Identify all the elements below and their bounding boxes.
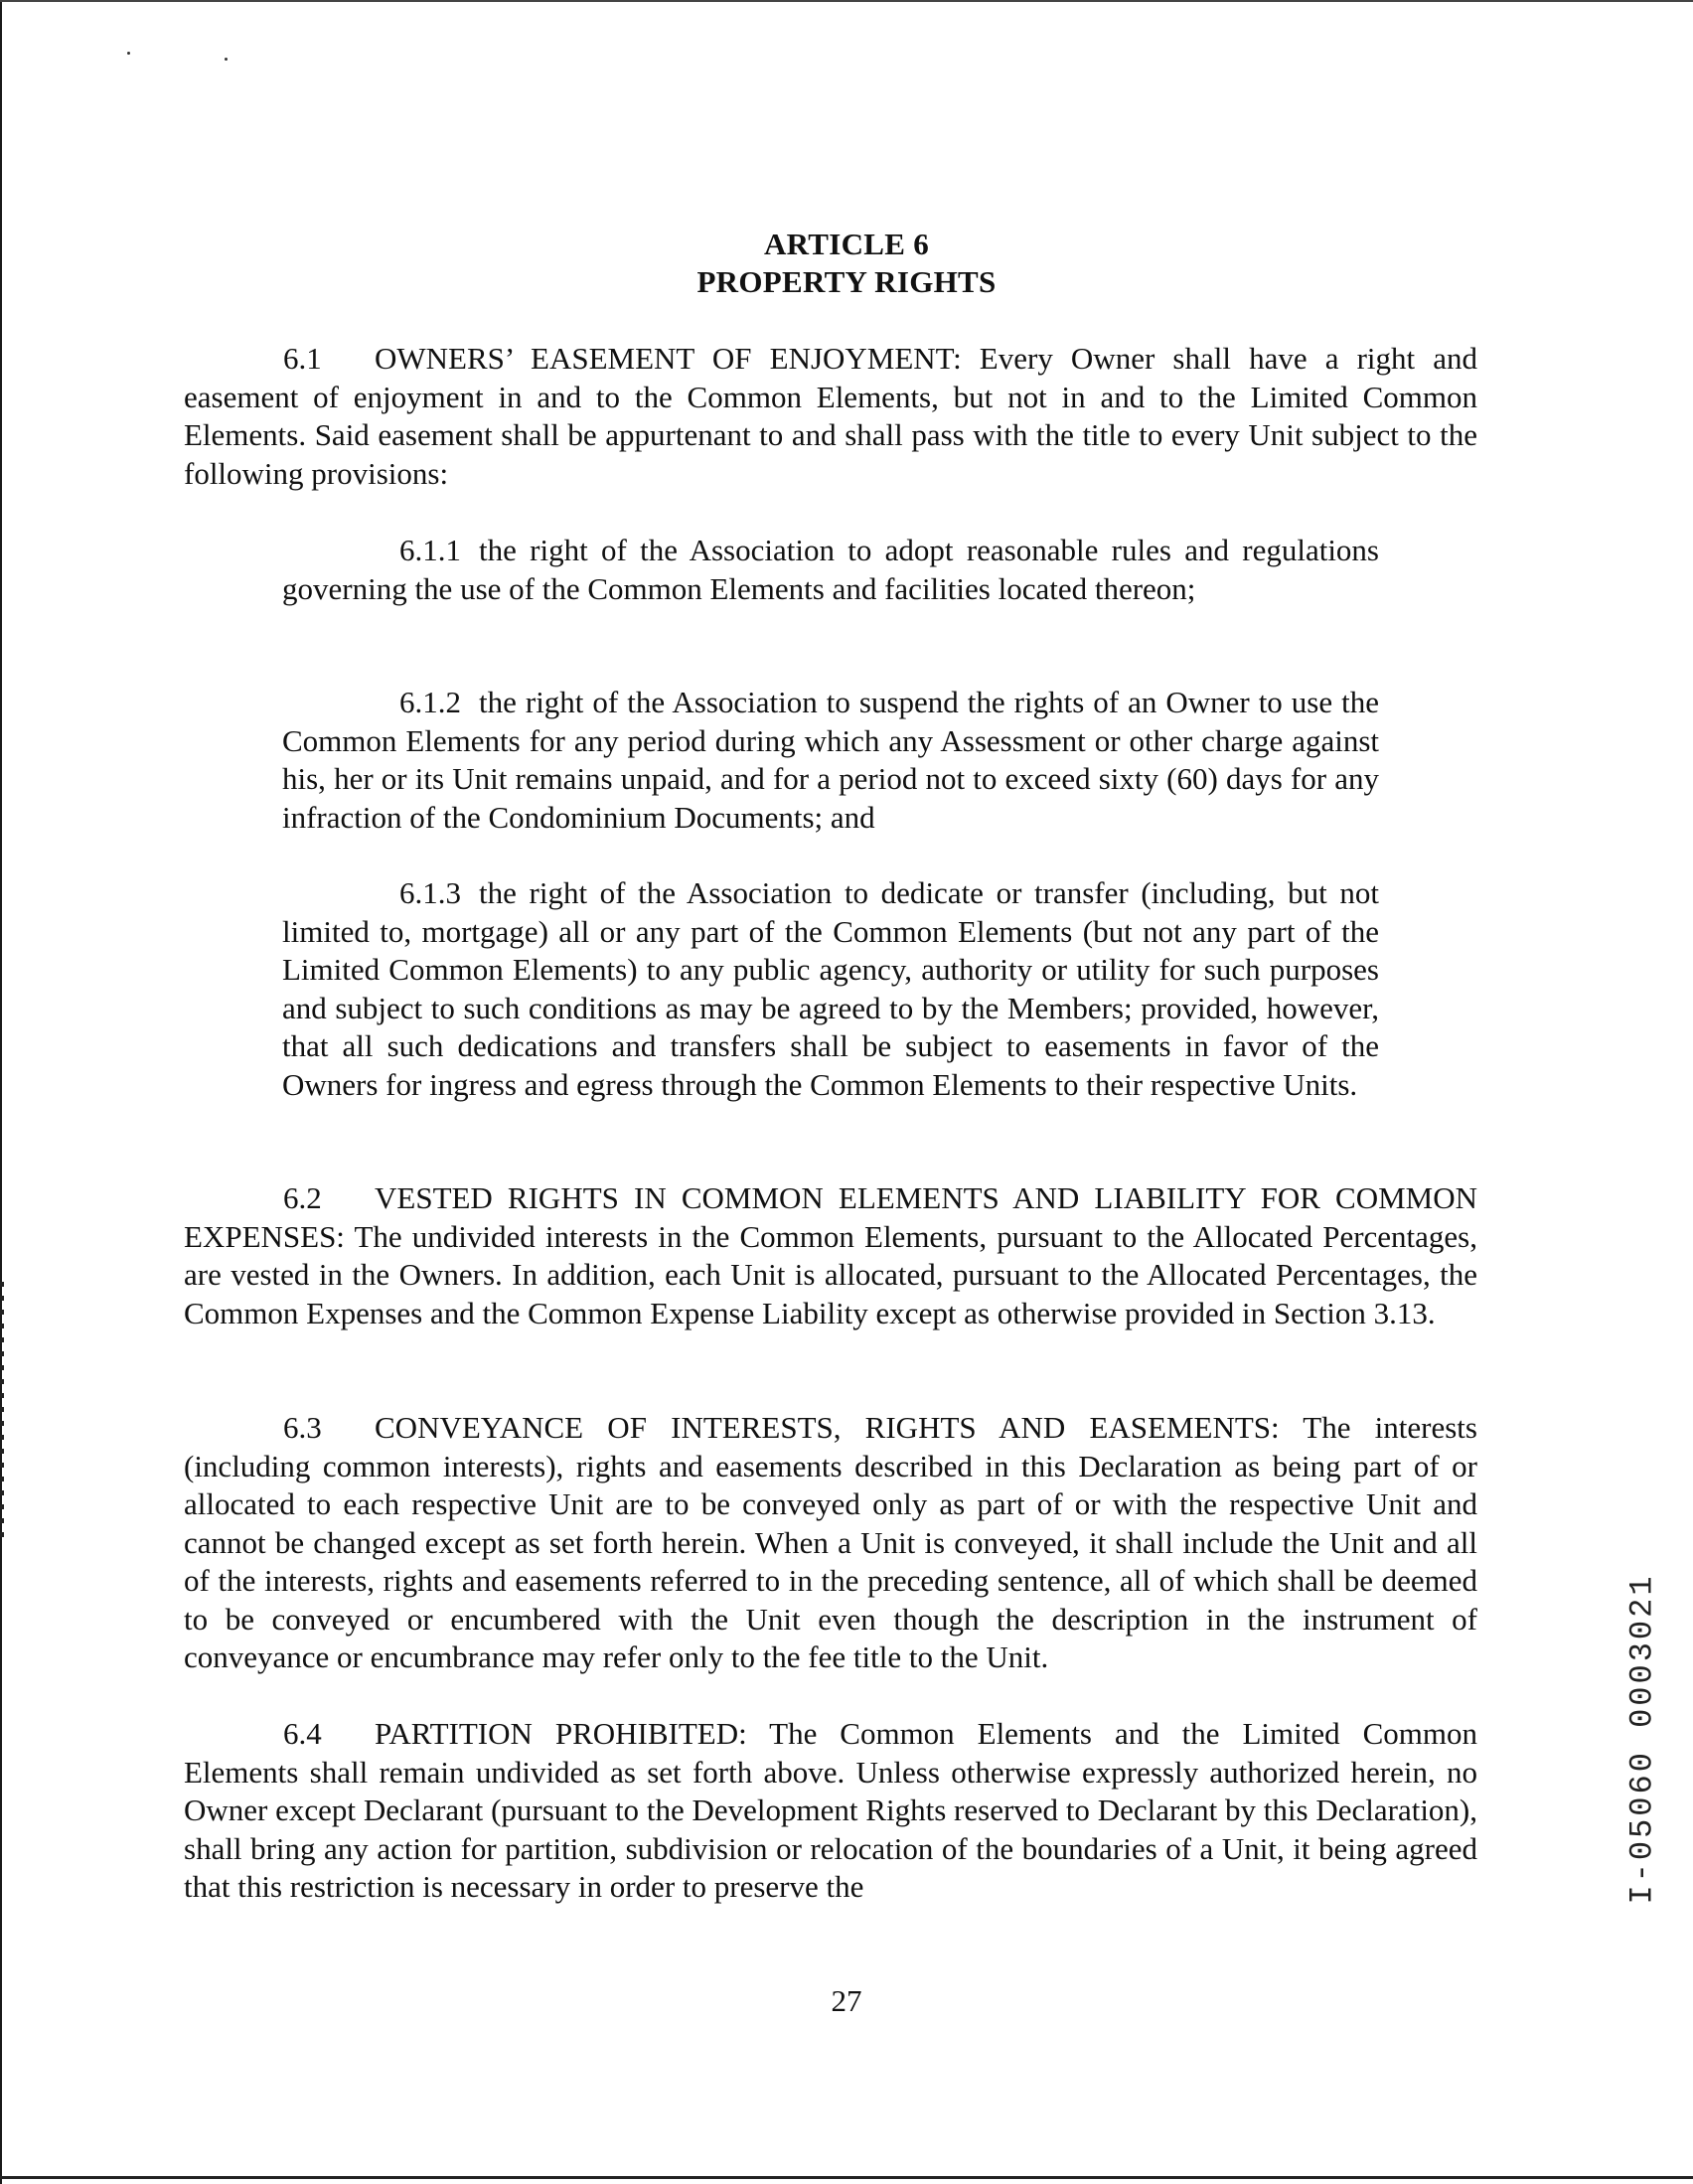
section-6-1 bbox=[184, 340, 1477, 493]
article-title: ARTICLE 6 bbox=[763, 227, 930, 261]
section-number: 6.1 bbox=[283, 341, 322, 376]
section-text: CONVEYANCE OF INTERESTS, RIGHTS AND EASEMENTS: The interests (including common interests), rights and easements described in this Declaration as being part of or allocated to each respective Unit are to be conveyed only as part of or with the respective Unit and cannot be changed except as set forth herein. When a Unit is conveyed, it shall include the Unit and all of the interests, rights and easements referred to in the preceding sentence, all of which shall be deemed to be conveyed or encumbered with the Unit even though the description in the instrument of conveyance or encumbrance may refer only to the fee title to the Unit. bbox=[184, 1410, 1477, 1674]
section-text: OWNERS’ EASEMENT OF ENJOYMENT: Every Owner shall have a right and easement of enjoyment in and to the Common Elements, but not in and to the Limited Common Elements. Said easement shall be appurtenant to and shall pass with the title to every Unit subject to the following provisions: bbox=[184, 341, 1477, 491]
subsection-number: 6.1.3 bbox=[399, 875, 461, 910]
subsection-6-1-2 bbox=[282, 684, 1379, 837]
section-number: 6.4 bbox=[283, 1716, 322, 1751]
subsection-text: the right of the Association to dedicate or transfer (including, but not limited to, mortgage) all or any part of the Common Elements (but not any part of the Limited Common Elements) to any public agency, authority or utility for such purposes and subject to such conditions as may be agreed to by the Members; provided, however, that all such dedications and transfers shall be subject to easements in favor of the Owners for ingress and egress through the Common Elements to their respective Units. bbox=[282, 875, 1379, 1102]
scan-left-edge bbox=[0, 0, 2, 2184]
section-6-3 bbox=[184, 1409, 1477, 1677]
subsection-number: 6.1.2 bbox=[399, 685, 461, 719]
subsection-number: 6.1.1 bbox=[399, 533, 461, 567]
scan-top-edge bbox=[0, 0, 1693, 2]
section-number: 6.2 bbox=[283, 1180, 322, 1215]
section-text: PARTITION PROHIBITED: The Common Elements and the Limited Common Elements shall remain undivided as set forth above. Unless otherwise expressly authorized herein, no Owner except Declarant (pursuant to the Development Rights reserved to Declarant by this Declaration), shall bring any action for partition, subdivision or relocation of the boundaries of a Unit, it being agreed that this restriction is necessary in order to preserve the bbox=[184, 1716, 1477, 1904]
page-number: 27 bbox=[831, 1983, 862, 2018]
section-6-2 bbox=[184, 1179, 1477, 1332]
section-number: 6.3 bbox=[283, 1410, 322, 1445]
scan-margin-marks bbox=[0, 1282, 4, 1540]
article-subtitle: PROPERTY RIGHTS bbox=[696, 264, 997, 299]
scan-bottom-edge bbox=[0, 2176, 1693, 2179]
subsection-text: the right of the Association to suspend the rights of an Owner to use the Common Elements for any period during which any Assessment or other charge against his, her or its Unit remains unpaid, and for a period not to exceed sixty (60) days for any infraction of the Condominium Documents; and bbox=[282, 685, 1379, 835]
section-6-4 bbox=[184, 1715, 1477, 1907]
side-stamp bbox=[1617, 1573, 1667, 1905]
subsection-6-1-1 bbox=[282, 532, 1379, 608]
subsection-text: the right of the Association to adopt reasonable rules and regulations governing the use of the Common Elements and facilities located thereon; bbox=[282, 533, 1379, 606]
side-stamp-text: I-05060 0003021 bbox=[1623, 1573, 1661, 1905]
scan-speck bbox=[225, 58, 228, 61]
section-text: VESTED RIGHTS IN COMMON ELEMENTS AND LIABILITY FOR COMMON EXPENSES: The undivided interests in the Common Elements, pursuant to the Allocated Percentages, are vested in the Owners. In addition, each Unit is allocated, pursuant to the Allocated Percentages, the Common Expenses and the Common Expense Liability except as otherwise provided in Section 3.13. bbox=[184, 1180, 1477, 1330]
scan-speck bbox=[127, 52, 130, 55]
subsection-6-1-3 bbox=[282, 874, 1379, 1104]
